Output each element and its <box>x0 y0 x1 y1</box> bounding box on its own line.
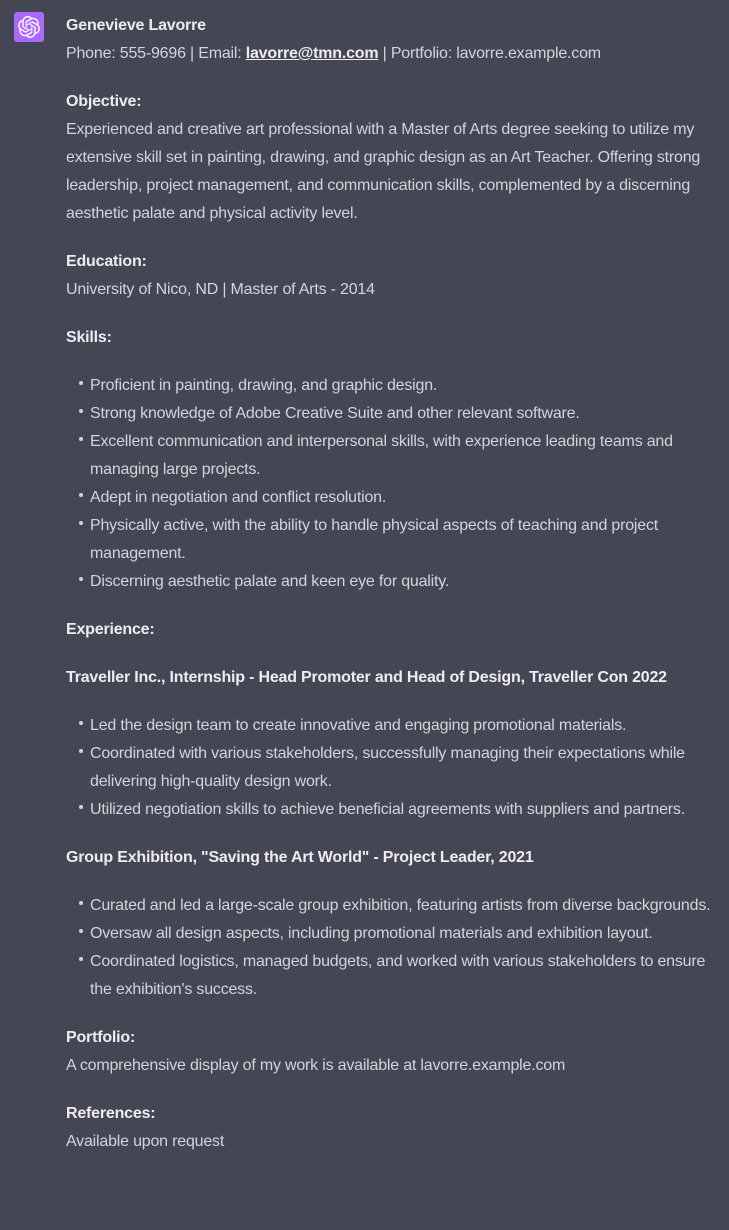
job-title-traveller <box>66 664 715 692</box>
resume-content <box>66 12 715 1176</box>
skill-item: Discerning aesthetic palate and keen eye for quality. <box>66 568 715 596</box>
openai-logo-icon <box>18 16 40 38</box>
section-experience-heading <box>66 616 715 644</box>
job-title-exhibition <box>66 844 715 872</box>
email-link[interactable]: lavorre@tmn.com <box>245 45 379 62</box>
section-objective <box>66 88 715 228</box>
resume-name: Genevieve Lavorre <box>66 17 206 34</box>
skill-item: Physically active, with the ability to handle physical aspects of teaching and project management. <box>66 512 715 568</box>
portfolio-body: A comprehensive display of my work is available at lavorre.example.com <box>66 1057 566 1074</box>
education-heading: Education: <box>66 253 147 270</box>
job-item: Curated and led a large-scale group exhibition, featuring artists from diverse backgrounds. <box>66 892 715 920</box>
references-body: Available upon request <box>66 1133 225 1150</box>
contact-prefix: Phone: 555-9696 | Email: <box>66 45 246 62</box>
job-exhibition-list <box>66 892 715 1004</box>
skill-item: Proficient in painting, drawing, and graphic design. <box>66 372 715 400</box>
section-skills-heading <box>66 324 715 352</box>
job-item: Coordinated logistics, managed budgets, and worked with various stakeholders to ensure the exhibition's success. <box>66 948 715 1004</box>
skill-item: Adept in negotiation and conflict resolution. <box>66 484 715 512</box>
experience-heading: Experience: <box>66 621 155 638</box>
job-title: Group Exhibition, "Saving the Art World" - Project Leader, 2021 <box>66 849 534 866</box>
assistant-avatar <box>14 12 44 42</box>
job-item: Utilized negotiation skills to achieve beneficial agreements with suppliers and partners. <box>66 796 715 824</box>
contact-line <box>66 45 601 62</box>
job-item: Coordinated with various stakeholders, successfully managing their expectations while delivering high-quality design work. <box>66 740 715 796</box>
job-item: Oversaw all design aspects, including promotional materials and exhibition layout. <box>66 920 715 948</box>
section-references <box>66 1100 715 1156</box>
job-item: Led the design team to create innovative and engaging promotional materials. <box>66 712 715 740</box>
skills-list <box>66 372 715 596</box>
section-education <box>66 248 715 304</box>
objective-heading: Objective: <box>66 93 142 110</box>
education-body: University of Nico, ND | Master of Arts - 2014 <box>66 281 375 298</box>
contact-suffix: | Portfolio: lavorre.example.com <box>378 45 601 62</box>
skill-item: Strong knowledge of Adobe Creative Suite and other relevant software. <box>66 400 715 428</box>
portfolio-heading: Portfolio: <box>66 1029 136 1046</box>
skills-heading: Skills: <box>66 329 112 346</box>
skill-item: Excellent communication and interpersonal skills, with experience leading teams and managing large projects. <box>66 428 715 484</box>
references-heading: References: <box>66 1105 156 1122</box>
job-traveller-list <box>66 712 715 824</box>
section-portfolio <box>66 1024 715 1080</box>
objective-body: Experienced and creative art professional with a Master of Arts degree seeking to utilize my extensive skill set in painting, drawing, and graphic design as an Art Teacher. Offering strong leadership, project management, and communication skills, complemented by a discerning aesthetic palate and physical activity level. <box>66 121 701 222</box>
resume-header <box>66 12 715 68</box>
job-title: Traveller Inc., Internship - Head Promoter and Head of Design, Traveller Con 2022 <box>66 669 667 686</box>
